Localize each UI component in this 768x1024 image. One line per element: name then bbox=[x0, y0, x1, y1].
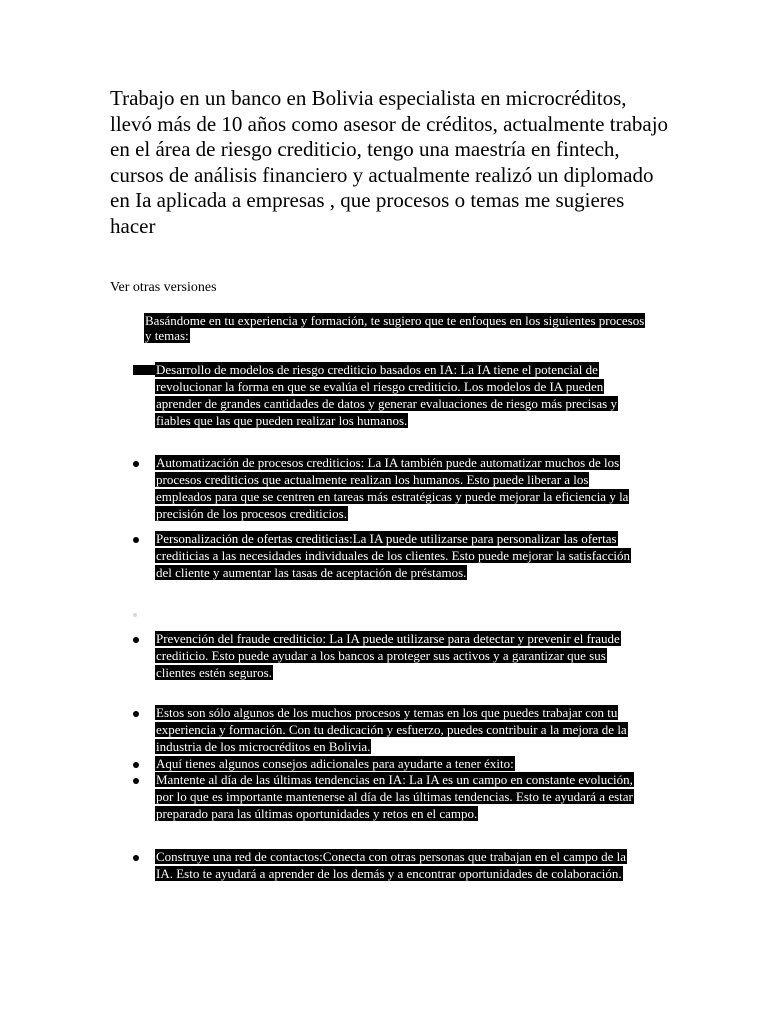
list-item-text: Aquí tienes algunos consejos adicionales para ayudarte a tener éxito: bbox=[156, 756, 514, 771]
answer-intro bbox=[144, 314, 649, 343]
list-item-text: Prevención del fraude crediticio: La IA puede utilizarse para detectar y prevenir el fraude crediticio. Esto puede ayudar a los bancos a proteger sus activos y a garantizar que sus clientes estén seguros. bbox=[156, 631, 620, 680]
bullet-icon bbox=[133, 711, 139, 717]
list-item bbox=[155, 361, 645, 429]
list-item-text: Estos son sólo algunos de los muchos procesos y temas en los que puedes trabajar con tu experiencia y formación. Con tu dedicación y esfuerzo, puedes contribuir a la mejora de la industria de los microcréditos en Bolivia. bbox=[156, 705, 627, 754]
list-item-text: Mantente al día de las últimas tendencias en IA: La IA es un campo en constante evolución, por lo que es importante mantenerse al día de las últimas tendencias. Esto te ayudará a estar preparado para las últimas oportunidades y retos en el campo. bbox=[156, 772, 633, 821]
list-item bbox=[155, 630, 645, 681]
bullet-icon bbox=[133, 365, 155, 375]
list-item bbox=[155, 848, 645, 882]
list-item-text: Desarrollo de modelos de riesgo crediticio basados en IA: La IA tiene el potencial de revolucionar la forma en que se evalúa el riesgo crediticio. Los modelos de IA pueden aprender de grandes cantidades de datos y generar evaluaciones de riesgo más precisas y fiables que las que pueden realizar los humanos. bbox=[156, 362, 617, 428]
list-item-text: Automatización de procesos crediticios: La IA también puede automatizar muchos de los procesos crediticios que actualmente realizan los humanos. Esto puede liberar a los empleados para que se centren en tareas más estratégicas y puede mejorar la eficiencia y la precisión de los procesos crediticios. bbox=[156, 455, 629, 521]
bullet-icon bbox=[133, 855, 139, 861]
list-item bbox=[155, 454, 645, 522]
bullet-icon bbox=[133, 778, 139, 784]
list-item bbox=[155, 704, 645, 755]
list-item bbox=[155, 771, 645, 822]
empty-bullet-icon bbox=[133, 613, 137, 617]
list-item bbox=[155, 755, 645, 772]
bullet-icon bbox=[133, 537, 139, 543]
list-item-text: Personalización de ofertas crediticias:La IA puede utilizarse para personalizar las ofertas crediticias a las necesidades individuales de los clientes. Esto puede mejorar la satisfacción del cliente y aumentar las tasas de aceptación de préstamos. bbox=[156, 531, 630, 580]
list-item-text: Construye una red de contactos:Conecta con otras personas que trabajan en el campo de la IA. Esto te ayudará a aprender de los demás y a encontrar oportunidades de colaboración. bbox=[156, 849, 626, 881]
ver-otras-versiones-link[interactable]: Ver otras versiones bbox=[110, 280, 217, 295]
bullet-icon bbox=[133, 762, 139, 768]
bullet-icon bbox=[133, 461, 139, 467]
answer-intro-text: Basándome en tu experiencia y formación, te sugiero que te enfoques en los siguientes procesos y temas: bbox=[145, 313, 645, 343]
list-item bbox=[155, 530, 645, 581]
bullet-icon bbox=[133, 637, 139, 643]
question-heading: Trabajo en un banco en Bolivia especialista en microcréditos, llevó más de 10 años como asesor de créditos, actualmente trabajo en el área de riesgo crediticio, tengo una maestría en fintech, cursos de análisis financiero y actualmente realizó un diplomado en Ia aplicada a empresas , que procesos o temas me sugieres hacer bbox=[110, 86, 669, 238]
